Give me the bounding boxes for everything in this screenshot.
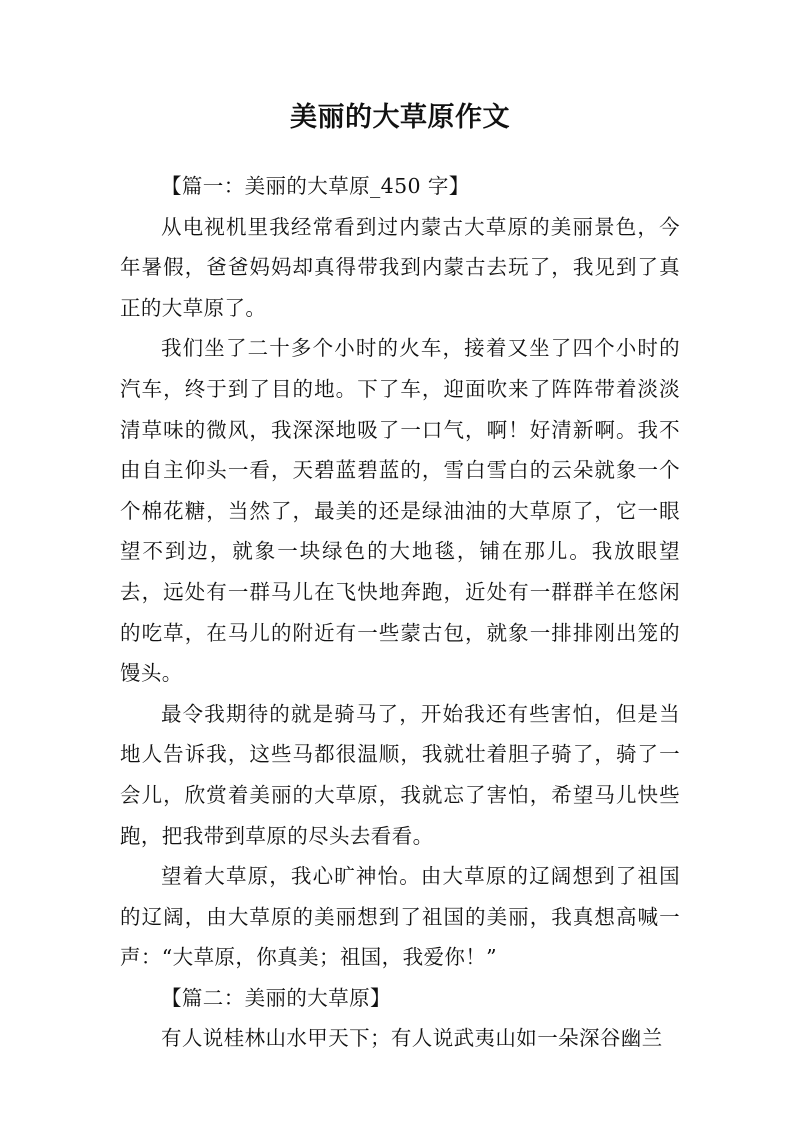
paragraph-3: 最令我期待的就是骑马了，开始我还有些害怕，但是当地人告诉我，这些马都很温顺，我就壮着胆子骑了，骑了一会儿，欣赏着美丽的大草原，我就忘了害怕，希望马儿快些跑，把我带到草原的尽头去看看。 [120, 701, 680, 848]
paragraph-4: 望着大草原，我心旷神怡。由大草原的辽阔想到了祖国的辽阔，由大草原的美丽想到了祖国的美丽，我真想高喊一声：“大草原，你真美；祖国，我爱你！” [120, 864, 680, 970]
paragraph-5: 有人说桂林山水甲天下；有人说武夷山如一朵深谷幽兰 [161, 1026, 663, 1051]
section-heading-1: 【篇一：美丽的大草原_450 字】 [161, 174, 470, 198]
section-heading-2: 【篇二：美丽的大草原】 [161, 985, 391, 1010]
paragraph-2: 我们坐了二十多个小时的火车，接着又坐了四个小时的汽车，终于到了目的地。下了车，迎面吹来了阵阵带着淡淡清草味的微风，我深深地吸了一口气，啊！好清新啊。我不由自主仰头一看，天碧蓝碧蓝的，雪白雪白的云朵就象一个个棉花糖，当然了，最美的还是绿油油的大草原了，它一眼望不到边，就象一块绿色的大地毯，铺在那儿。我放眼望去，远处有一群马儿在飞快地奔跑，近处有一群群羊在悠闲的吃草，在马儿的附近有一些蒙古包，就象一排排刚出笼的馒头。 [120, 336, 680, 686]
paragraph-1: 从电视机里我经常看到过内蒙古大草原的美丽景色，今年暑假，爸爸妈妈却真得带我到内蒙古去玩了，我见到了真正的大草原了。 [120, 214, 680, 320]
document-title: 美丽的大草原作文 [290, 102, 510, 133]
